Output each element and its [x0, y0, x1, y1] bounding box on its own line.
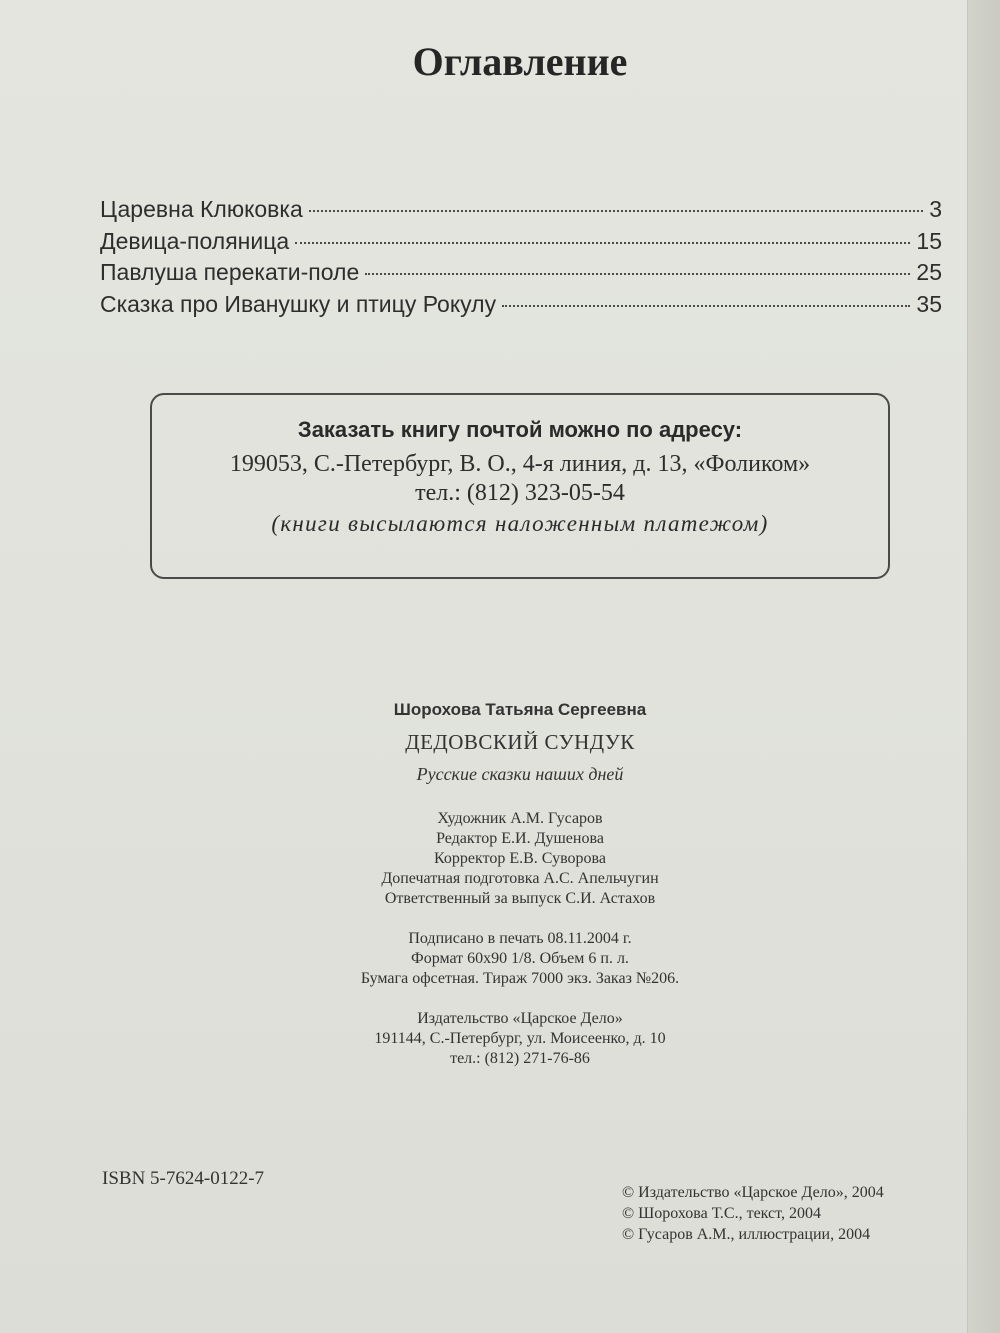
publisher-line: 191144, С.-Петербург, ул. Моисеенко, д. 10: [374, 1030, 666, 1047]
order-phone: тел.: (812) 323-05-54: [415, 480, 625, 506]
toc-entry-title: Сказка про Иванушку и птицу Рокулу: [100, 290, 497, 317]
credit-line: Корректор Е.В. Суворова: [434, 850, 606, 867]
toc-entry: [100, 291, 942, 323]
credit-line: Ответственный за выпуск С.И. Астахов: [384, 890, 656, 907]
copyright-line: © Издательство «Царское Дело», 2004: [622, 1184, 884, 1201]
mail-order-box: [150, 393, 890, 579]
credit-line: Допечатная подготовка А.С. Апельчугин: [381, 870, 659, 887]
author-name: Шорохова Татьяна Сергеевна: [393, 700, 647, 719]
copyright-block: [622, 1182, 884, 1245]
order-address: 199053, С.-Петербург, В. О., 4-я линия, д. 13, «Фоликом»: [229, 451, 811, 477]
toc-entry-page: 25: [916, 259, 942, 285]
print-info-line: Формат 60х90 1/8. Объем 6 п. л.: [411, 950, 629, 967]
credit-line: Художник А.М. Гусаров: [437, 810, 603, 827]
toc-entry-title: Царевна Клюковка: [100, 196, 303, 222]
toc-entry: [100, 259, 942, 291]
print-info-line: Подписано в печать 08.11.2004 г.: [408, 930, 632, 947]
toc-entry-page: 15: [916, 227, 942, 254]
copyright-line: © Гусаров А.М., иллюстрации, 2004: [622, 1226, 871, 1243]
toc-title: Оглавление: [412, 39, 628, 84]
order-note: (книги высылаются наложенным платежом): [271, 511, 769, 536]
toc-entry-page: 3: [929, 196, 942, 222]
credit-line: Редактор Е.И. Душенова: [436, 830, 604, 847]
dot-leader: [502, 305, 910, 307]
book-title: ДЕДОВСКИЙ СУНДУК: [405, 730, 635, 754]
order-heading: Заказать книгу почтой можно по адресу:: [297, 417, 743, 442]
page-edge: [967, 0, 1000, 1333]
copyright-line: © Шорохова Т.С., текст, 2004: [622, 1205, 821, 1222]
table-of-contents: [100, 196, 942, 322]
book-subtitle: Русские сказки наших дней: [416, 764, 624, 784]
toc-entry-page: 35: [916, 290, 942, 317]
isbn: ISBN 5-7624-0122-7: [102, 1168, 265, 1189]
publisher-line: Издательство «Царское Дело»: [417, 1010, 623, 1027]
imprint: [0, 700, 1000, 1069]
dot-leader: [309, 210, 923, 212]
toc-entry-title: Павлуша перекати-поле: [100, 259, 360, 285]
publisher-info: [0, 1009, 1000, 1069]
toc-entry-title: Девица-поляница: [100, 227, 290, 254]
toc-entry: [100, 196, 942, 228]
dot-leader: [365, 273, 910, 275]
dot-leader: [295, 242, 910, 244]
print-info-line: Бумага офсетная. Тираж 7000 экз. Заказ №206.: [360, 970, 680, 987]
toc-entry: [100, 228, 942, 260]
publisher-line: тел.: (812) 271-76-86: [450, 1050, 590, 1067]
credits: [0, 809, 1000, 909]
print-info: [0, 929, 1000, 989]
